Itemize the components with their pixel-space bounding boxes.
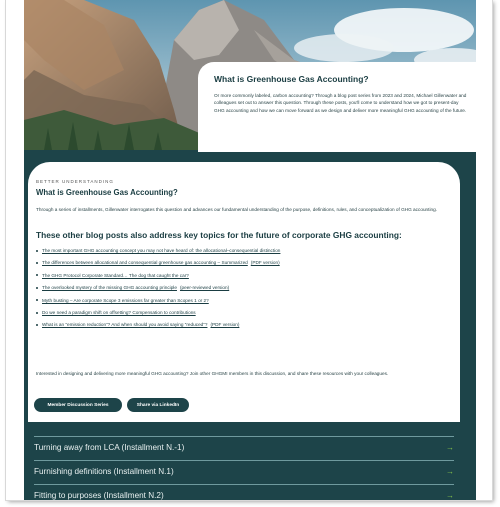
arrow-right-icon: → (446, 467, 454, 476)
card-title: What is Greenhouse Gas Accounting? (36, 188, 178, 197)
list-item (42, 260, 280, 272)
post-link[interactable]: Myth busting – Are corporate Scope 3 emissions far greater than Scopes 1 or 2? (42, 297, 209, 303)
cta-text: Interested in designing and delivering more meaningful GHG accounting? Join other GHGMI members in this discussion, and share these resources with your colleagues. (36, 371, 389, 376)
post-link[interactable]: Do we need a paradigm shift on offsetting? Compensation to contributions (42, 309, 196, 315)
accordion-label: Furnishing definitions (Installment N.1) (34, 467, 174, 476)
blog-post-list (34, 248, 280, 335)
card-intro: Through a series of installments, Gillenwater interrogates this question and advances our fundamental understanding of the purpose, definitions, rules, and conceptualization of GHG accounting. (36, 207, 438, 212)
hero-title: What is Greenhouse Gas Accounting? (214, 74, 369, 84)
post-link[interactable]: The most important GHG accounting concept you may not have heard of: the allocational–consequential distinction (42, 248, 281, 253)
share-linkedin-button[interactable]: Share via LinkedIn (127, 398, 189, 412)
accordion-label: Fitting to purposes (Installment N.2) (34, 491, 164, 500)
arrow-right-icon: → (446, 491, 454, 500)
post-link[interactable]: The differences between allocational and consequential greenhouse gas accounting – Summarized (42, 260, 248, 266)
list-item (42, 310, 280, 322)
post-link[interactable]: What is an “emission reduction”? And when should you avoid saying “reduced”? (42, 322, 208, 328)
content-card (28, 162, 460, 422)
eyebrow-label: BETTER UNDERSTANDING (36, 179, 114, 184)
accordion-item-purposes[interactable] (34, 484, 454, 507)
list-item (42, 298, 280, 310)
post-link[interactable]: The GHG Protocol Corporate Standard… The dog that caught the car? (42, 272, 189, 278)
hero-body: Or more commonly labeled, carbon accounting? Through a blog post series from 2023 and 2024, Michael Gillenwater and colleagues set out to answer this question. Through these posts, you'll come to understand how we got to present-day GHG accounting and how we can move forward as we design and deliver more meaningful GHG accounting of the future. (214, 93, 467, 113)
accordion-label: Turning away from LCA (Installment N.-1) (34, 443, 185, 452)
list-item (42, 322, 280, 334)
pdf-version-link[interactable]: (PDF version) (210, 322, 240, 328)
accordion-item-lca[interactable] (34, 436, 454, 459)
arrow-right-icon: → (446, 443, 454, 452)
pdf-version-link[interactable]: (PDF version) (250, 260, 280, 266)
list-item (42, 248, 280, 260)
hero-text-card (198, 62, 476, 152)
list-item (42, 285, 280, 297)
posts-heading: These other blog posts also address key topics for the future of corporate GHG accounting: (36, 230, 402, 240)
member-discussion-button[interactable]: Member Discussion Series (34, 398, 122, 412)
post-link[interactable]: The overlooked mystery of the missing GHG accounting principle (42, 285, 177, 291)
list-item (42, 273, 280, 285)
peer-reviewed-link[interactable]: (peer-reviewed version) (179, 285, 230, 291)
accordion-item-definitions[interactable] (34, 460, 454, 483)
